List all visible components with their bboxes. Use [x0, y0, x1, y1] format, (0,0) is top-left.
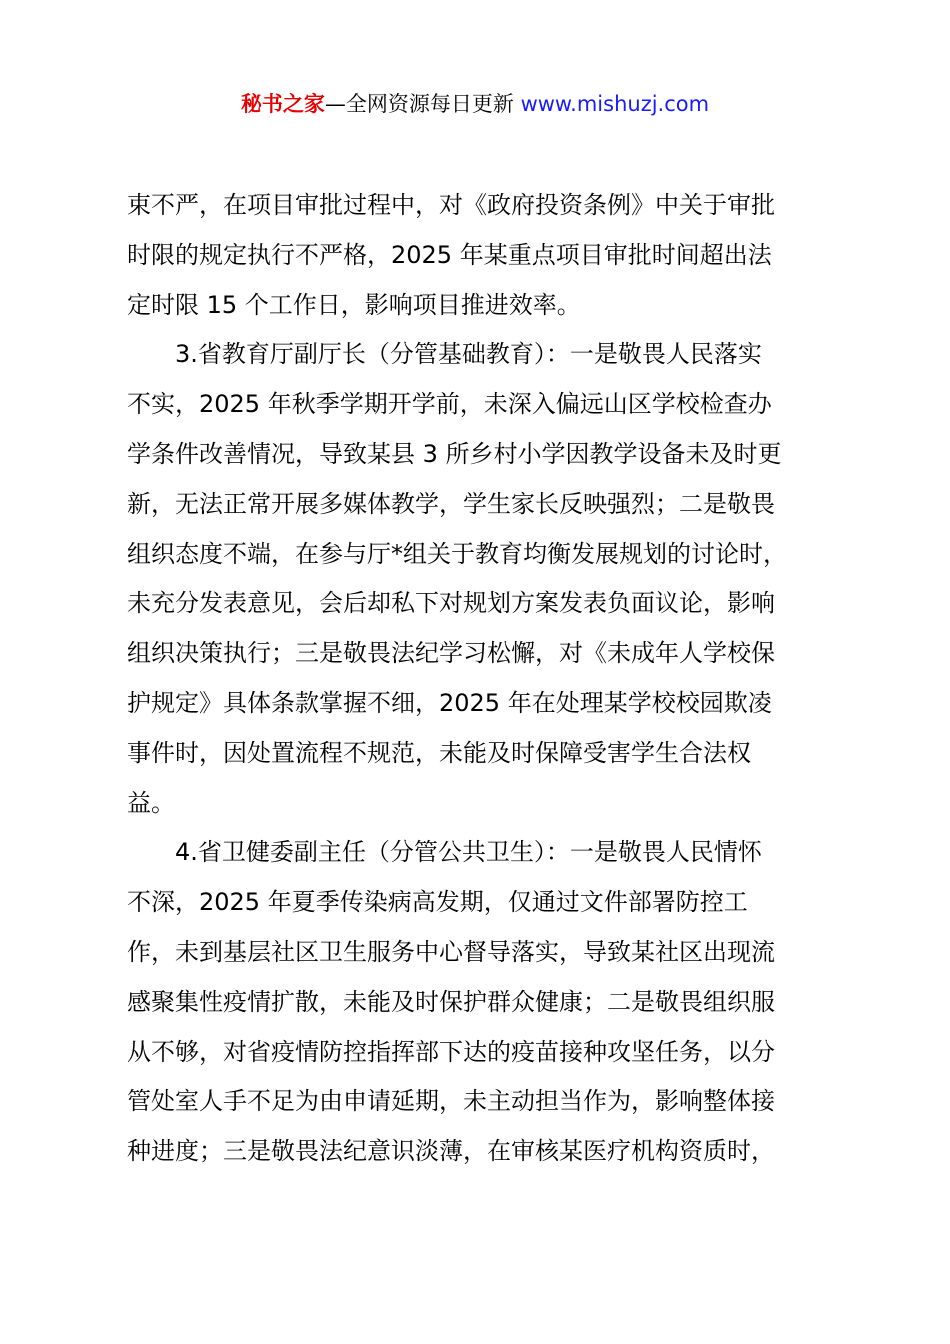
brand-name: 秘书之家: [240, 92, 325, 116]
paragraph-health-official: [127, 828, 833, 1177]
text-line: 感聚集性疫情扩散，未能及时保护群众健康；二是敬畏组织服: [127, 987, 775, 1016]
header-tagline: —全网资源每日更新: [324, 92, 521, 116]
text-line: 不深，2025 年夏季传染病高发期，仅通过文件部署防控工: [127, 888, 748, 917]
text-line: 3.省教育厅副厅长（分管基础教育）：一是敬畏人民落实: [175, 340, 762, 369]
text-line: 4.省卫健委副主任（分管公共卫生）：一是敬畏人民情怀: [175, 838, 762, 867]
text-line: 定时限 15 个工作日，影响项目推进效率。: [127, 290, 581, 319]
page-header: [0, 88, 950, 120]
text-line: 学条件改善情况，导致某县 3 所乡村小学因教学设备未及时更: [127, 439, 782, 468]
document-body: [127, 181, 833, 1177]
text-line: 组织决策执行；三是敬畏法纪学习松懈，对《未成年人学校保: [127, 639, 775, 668]
text-line: 种进度；三是敬畏法纪意识淡薄，在审核某医疗机构资质时，: [127, 1137, 775, 1166]
text-line: 组织态度不端，在参与厅*组关于教育均衡发展规划的讨论时，: [127, 539, 787, 568]
text-line: 束不严，在项目审批过程中，对《政府投资条例》中关于审批: [127, 191, 775, 219]
site-url-link[interactable]: www.mishuzj.com: [520, 92, 710, 116]
text-line: 时限的规定执行不严格，2025 年某重点项目审批时间超出法: [127, 240, 772, 269]
text-line: 作，未到基层社区卫生服务中心督导落实，导致某社区出现流: [127, 937, 775, 966]
text-line: 不实，2025 年秋季学期开学前，未深入偏远山区学校检查办: [127, 390, 772, 419]
text-line: 事件时，因处置流程不规范，未能及时保障受害学生合法权: [127, 738, 751, 767]
paragraph-continued: [127, 181, 833, 330]
text-line: 从不够，对省疫情防控指挥部下达的疫苗接种攻坚任务，以分: [127, 1037, 775, 1066]
text-line: 护规定》具体条款掌握不细，2025 年在处理某学校校园欺凌: [127, 688, 772, 717]
text-line: 管处室人手不足为由申请延期，未主动担当作为，影响整体接: [127, 1087, 775, 1116]
text-line: 新，无法正常开展多媒体教学，学生家长反映强烈；二是敬畏: [127, 489, 775, 518]
paragraph-education-official: [127, 330, 833, 828]
text-line: 未充分发表意见，会后却私下对规划方案发表负面议论，影响: [127, 589, 775, 618]
text-line: 益。: [127, 788, 175, 817]
